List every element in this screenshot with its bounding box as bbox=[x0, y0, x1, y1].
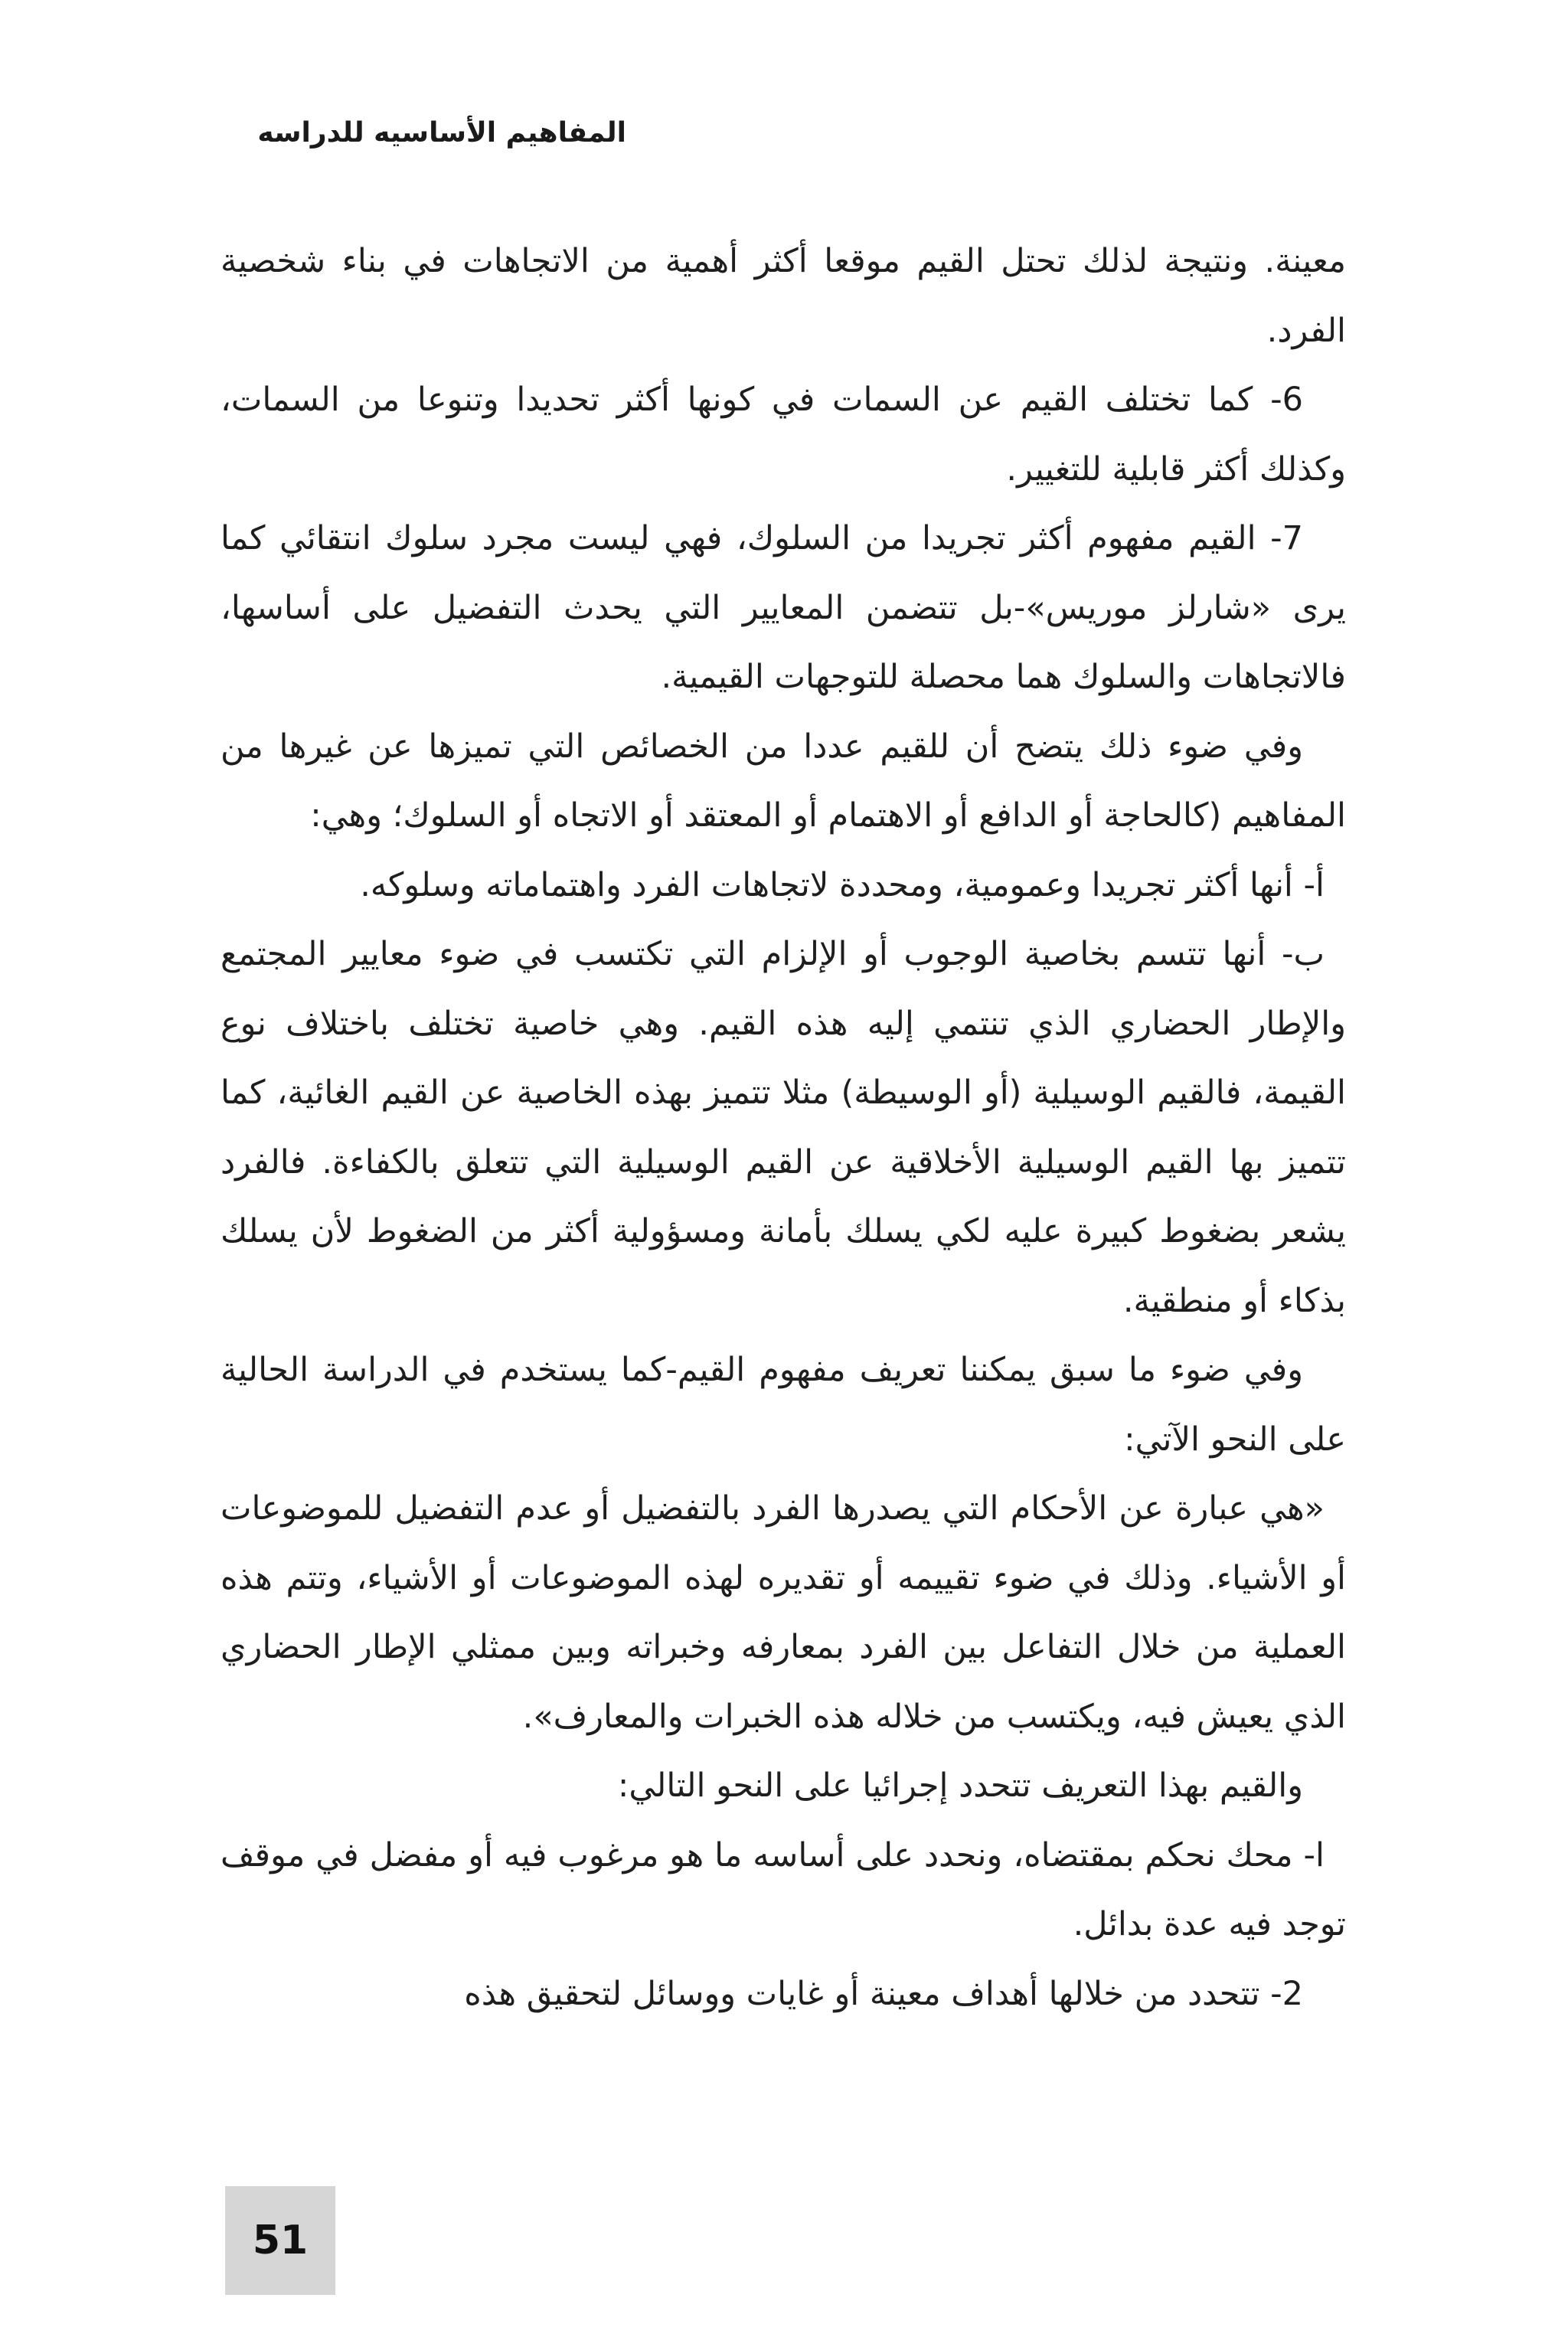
paragraph-item-2: 2- تتحدد من خلالها أهداف معينة أو غايات ووسائل لتحقيق هذه bbox=[464, 1974, 1303, 2013]
body-text bbox=[220, 227, 1346, 2028]
paragraph-item-6: 6- كما تختلف القيم عن السمات في كونها أكثر تحديدا وتنوعا من السمات، وكذلك أكثر قابلية للتغيير. bbox=[220, 381, 1346, 489]
paragraph-item-a: أ- أنها أكثر تجريدا وعمومية، ومحددة لاتجاهات الفرد واهتماماته وسلوكه. bbox=[360, 865, 1325, 904]
paragraph-definition-quote: «هي عبارة عن الأحكام التي يصدرها الفرد بالتفضيل أو عدم التفضيل للموضوعات أو الأشياء. وذلك في ضوء تقييمه أو تقديره لهذه الموضوعات أو الأشياء، وتتم هذه العملية من خلال التفاعل بين الفرد بمعارفه وخبراته وبين ممثلي الإطار الحضاري الذي يعيش فيه، ويكتسب من خلاله هذه الخبرات والمعارف». bbox=[220, 1489, 1346, 1736]
running-header: المفاهيم الأساسيه للدراسه bbox=[257, 117, 626, 149]
paragraph-characteristics-intro: وفي ضوء ذلك يتضح أن للقيم عددا من الخصائص التي تميزها عن غيرها من المفاهيم (كالحاجة أو الدافع أو الاهتمام أو المعتقد أو الاتجاه أو السلوك؛ وهي: bbox=[220, 727, 1346, 835]
paragraph-item-b: ب- أنها تتسم بخاصية الوجوب أو الإلزام التي تكتسب في ضوء معايير المجتمع والإطار الحضاري الذي تنتمي إليه هذه القيم. وهي خاصية تختلف باختلاف نوع القيمة، فالقيم الوسيلية (أو الوسيطة) مثلا تتميز بهذه الخاصية عن القيم الغائية، كما تتميز بها القيم الوسيلية الأخلاقية عن القيم الوسيلية التي تتعلق بالكفاءة. فالفرد يشعر بضغوط كبيرة عليه لكي يسلك بأمانة ومسؤولية أكثر من الضغوط لأن يسلك بذكاء أو منطقية. bbox=[220, 935, 1346, 1320]
page-number-box bbox=[225, 2186, 335, 2295]
paragraph-definition-intro: وفي ضوء ما سبق يمكننا تعريف مفهوم القيم-كما يستخدم في الدراسة الحالية على النحو الآتي: bbox=[220, 1351, 1346, 1459]
page-number: 51 bbox=[252, 2218, 309, 2263]
paragraph-item-1: ا- محك نحكم بمقتضاه، ونحدد على أساسه ما هو مرغوب فيه أو مفضل في موقف توجد فيه عدة بدائل. bbox=[220, 1835, 1346, 1943]
paragraph-operational-intro: والقيم بهذا التعريف تتحدد إجرائيا على النحو التالي: bbox=[617, 1767, 1303, 1805]
paragraph-continuation: معينة. ونتيجة لذلك تحتل القيم موقعا أكثر أهمية من الاتجاهات في بناء شخصية الفرد. bbox=[220, 242, 1346, 350]
paragraph-item-7: 7- القيم مفهوم أكثر تجريدا من السلوك، فهي ليست مجرد سلوك انتقائي كما يرى «شارلز موريس»-بل تتضمن المعايير التي يحدث التفضيل على أساسها، فالاتجاهات والسلوك هما محصلة للتوجهات القيمية. bbox=[220, 519, 1346, 696]
